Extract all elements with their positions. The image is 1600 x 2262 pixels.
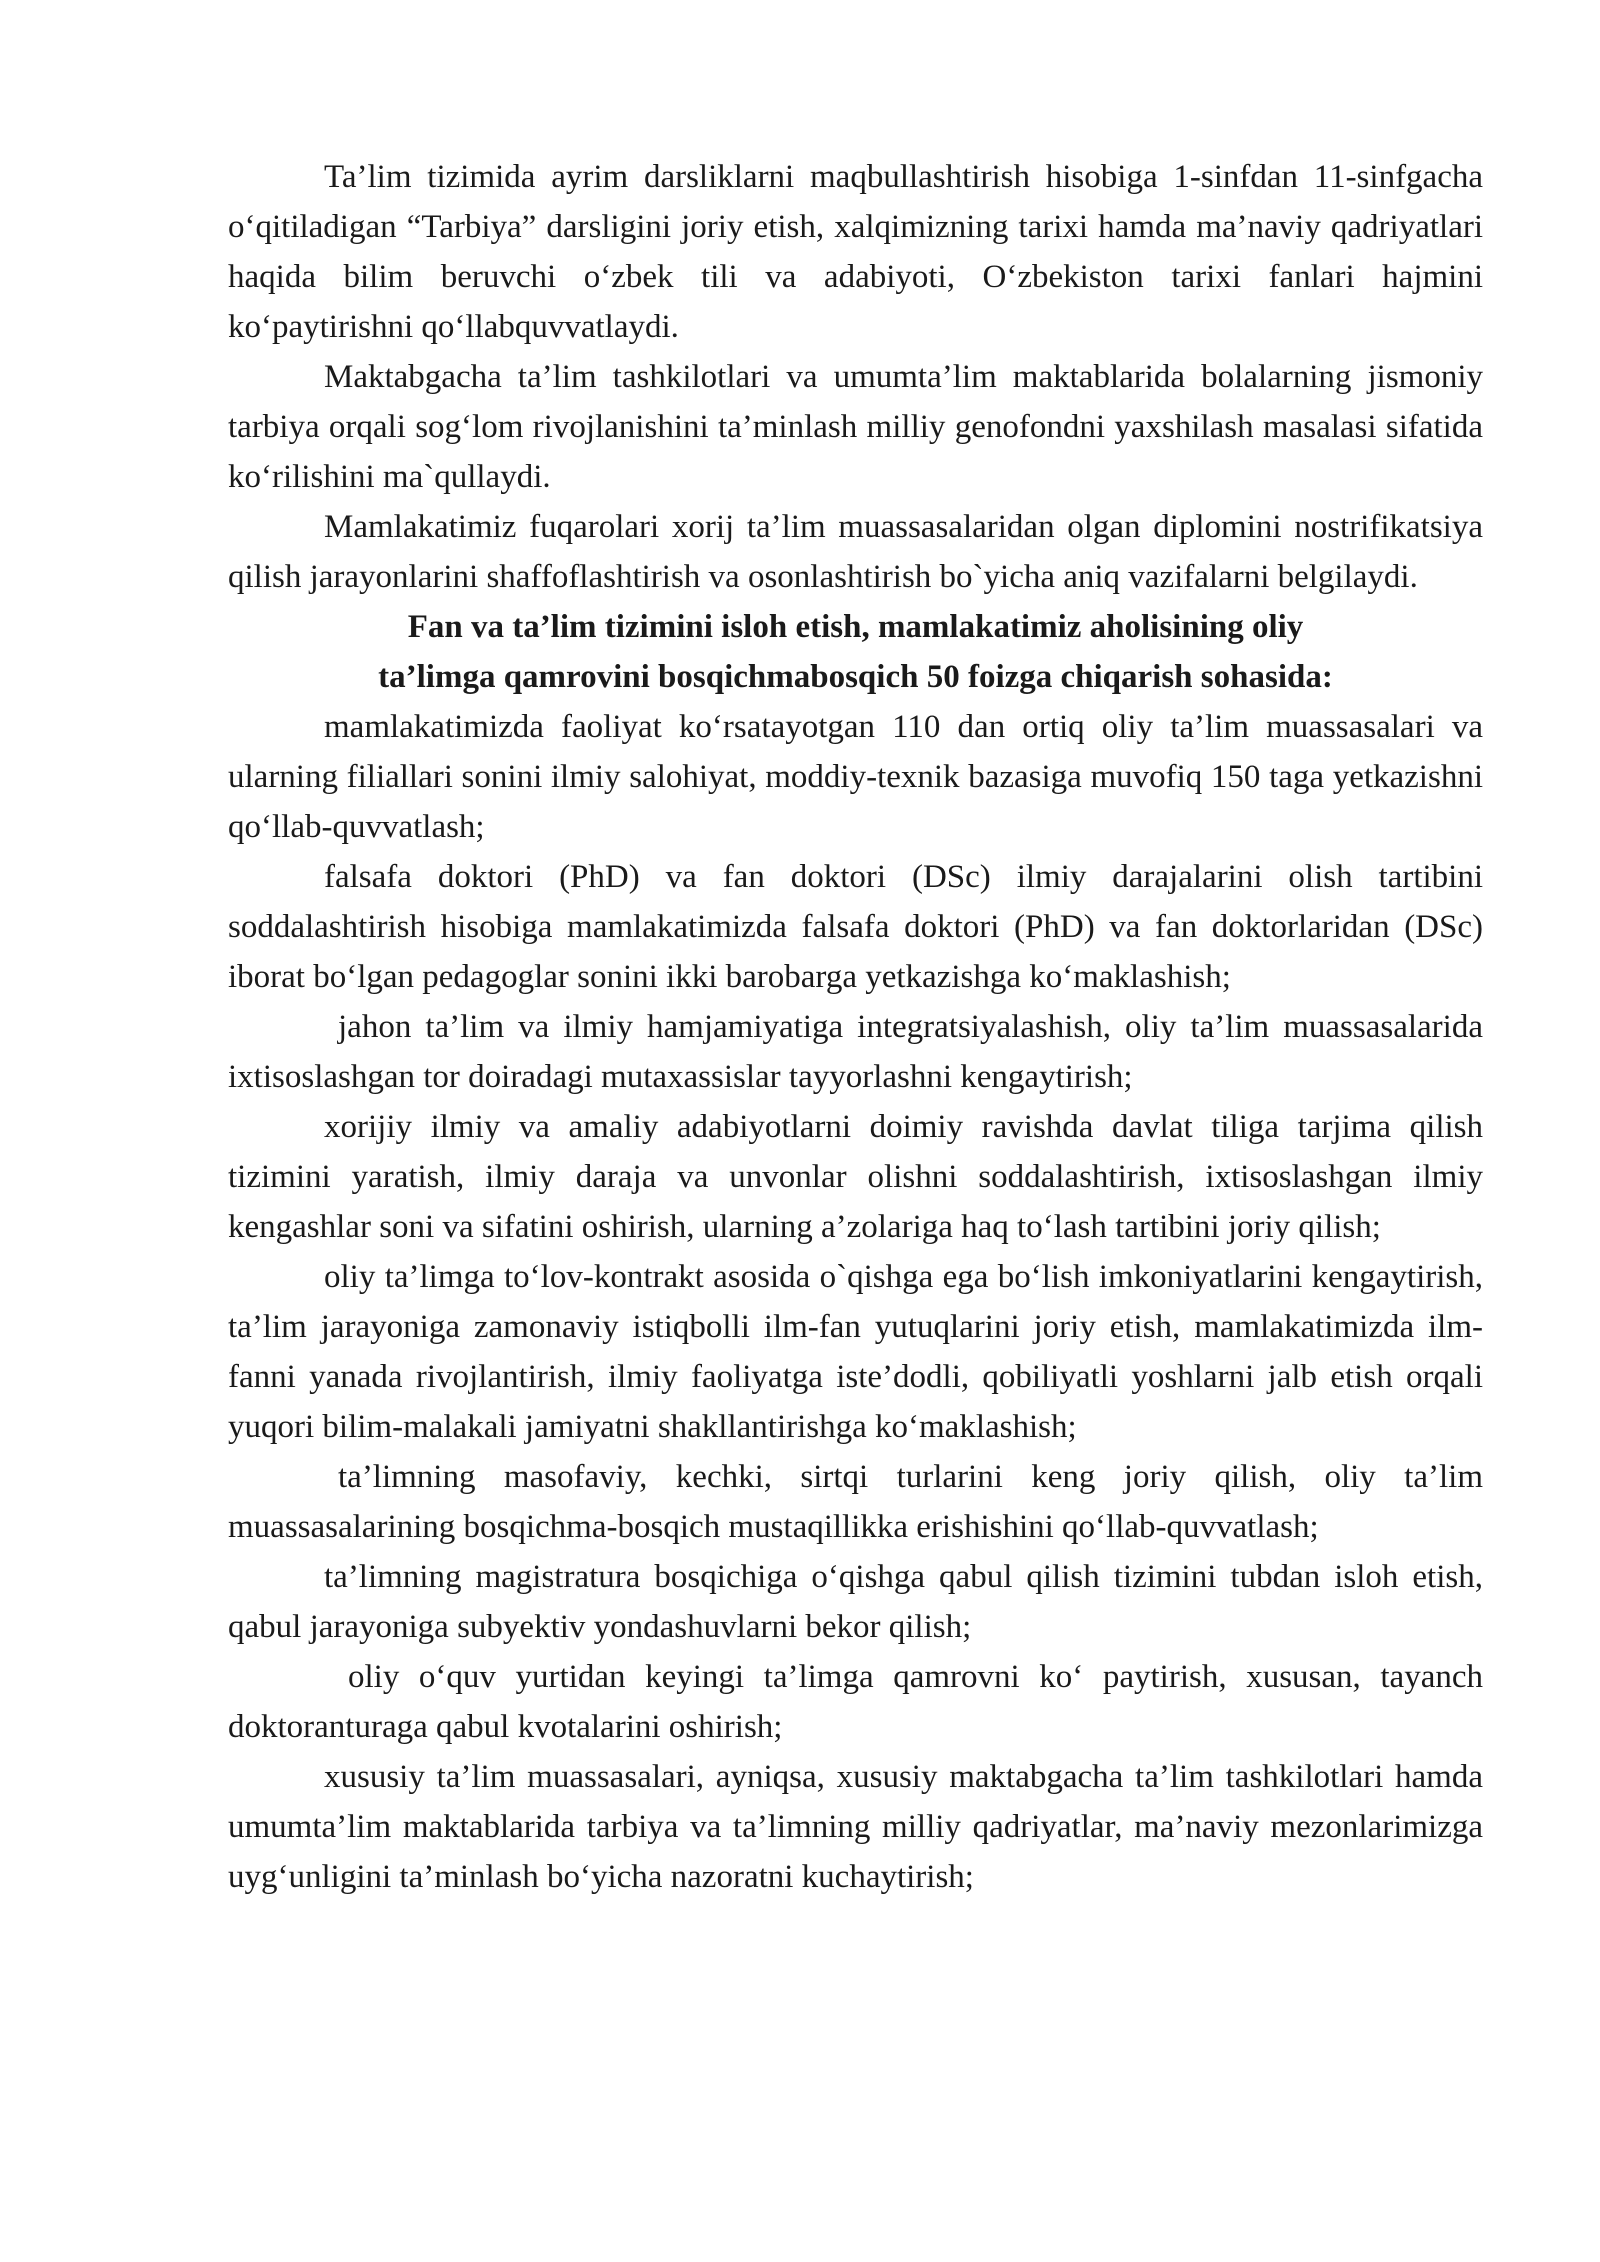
list-item: ta’limning magistratura bosqichiga o‘qishga qabul qilish tizimini tubdan isloh etish, qabul jarayoniga subyektiv yondashuvlarni bekor qilish; <box>228 1559 1483 1645</box>
list-item: oliy o‘quv yurtidan keyingi ta’limga qamrovni ko‘ paytirish, xususan, tayanch doktoranturaga qabul kvotalarini oshirish; <box>228 1659 1483 1745</box>
list-item: xususiy ta’lim muassasalari, ayniqsa, xususiy maktabgacha ta’lim tashkilotlari hamda umumta’lim maktablarida tarbiya va ta’limning milliy qadriyatlar, ma’naviy mezonlarimizga uyg‘unligini ta’minlash bo‘yicha nazoratni kuchaytirish; <box>228 1759 1483 1895</box>
list-item: ta’limning masofaviy, kechki, sirtqi turlarini keng joriy qilish, oliy ta’lim muassasalarining bosqichma-bosqich mustaqillikka erishishini qo‘llab-quvvatlash; <box>228 1459 1483 1545</box>
list-item: jahon ta’lim va ilmiy hamjamiyatiga integratsiyalashish, oliy ta’lim muassasalarida ixtisoslashgan tor doiradagi mutaxassislar tayyorlashni kengaytirish; <box>228 1009 1483 1095</box>
section-heading <box>228 602 1483 702</box>
list-item: falsafa doktori (PhD) va fan doktori (DSc) ilmiy darajalarini olish tartibini soddalashtirish hisobiga mamlakatimizda falsafa doktori (PhD) va fan doktorlaridan (DSc) iborat bo‘lgan pedagoglar sonini ikki barobarga yetkazishga ko‘maklashish; <box>228 859 1483 995</box>
list-item: oliy ta’limga to‘lov-kontrakt asosida o`qishga ega bo‘lish imkoniyatlarini kengaytirish, ta’lim jarayoniga zamonaviy istiqbolli ilm-fan yutuqlarini joriy etish, mamlakatimizda ilm-fanni yanada rivojlantirish, ilmiy faoliyatga iste’dodli, qobiliyatli yoshlarni jalb etish orqali yuqori bilim-malakali jamiyatni shakllantirishga ko‘maklashish; <box>228 1259 1483 1445</box>
paragraph-tarbiya-textbook: Ta’lim tizimida ayrim darsliklarni maqbullashtirish hisobiga 1-sinfdan 11-sinfgacha o‘qitiladigan “Tarbiya” darsligini joriy etish, xalqimizning tarixi hamda ma’naviy qadriyatlari haqida bilim beruvchi o‘zbek tili va adabiyoti, O‘zbekiston tarixi fanlari hajmini ko‘paytirishni qo‘llabquvvatlaydi. <box>228 159 1483 345</box>
document-body <box>228 152 1483 1902</box>
section-heading-line-1: Fan va ta’lim tizimini isloh etish, mamlakatimiz aholisining oliy <box>407 609 1304 645</box>
list-item: mamlakatimizda faoliyat ko‘rsatayotgan 110 dan ortiq oliy ta’lim muassasalari va ularning filiallari sonini ilmiy salohiyat, moddiy-texnik bazasiga muvofiq 150 taga yetkazishni qo‘llab-quvvatlash; <box>228 709 1483 845</box>
paragraph-diploma-nostrification: Mamlakatimiz fuqarolari xorij ta’lim muassasalaridan olgan diplomini nostrifikatsiya qilish jarayonlarini shaffoflashtirish va osonlashtirish bo`yicha aniq vazifalarni belgilaydi. <box>228 509 1483 595</box>
list-item: xorijiy ilmiy va amaliy adabiyotlarni doimiy ravishda davlat tiliga tarjima qilish tizimini yaratish, ilmiy daraja va unvonlar olishni soddalashtirish, ixtisoslashgan ilmiy kengashlar soni va sifatini oshirish, ularning a’zolariga haq to‘lash tartibini joriy qilish; <box>228 1109 1483 1245</box>
section-heading-line-2: ta’limga qamrovini bosqichmabosqich 50 foizga chiqarish sohasida: <box>378 659 1333 695</box>
paragraph-preschool-physical-education: Maktabgacha ta’lim tashkilotlari va umumta’lim maktablarida bolalarning jismoniy tarbiya orqali sog‘lom rivojlanishini ta’minlash milliy genofondni yaxshilash masalasi sifatida ko‘rilishini ma`qullaydi. <box>228 359 1483 495</box>
